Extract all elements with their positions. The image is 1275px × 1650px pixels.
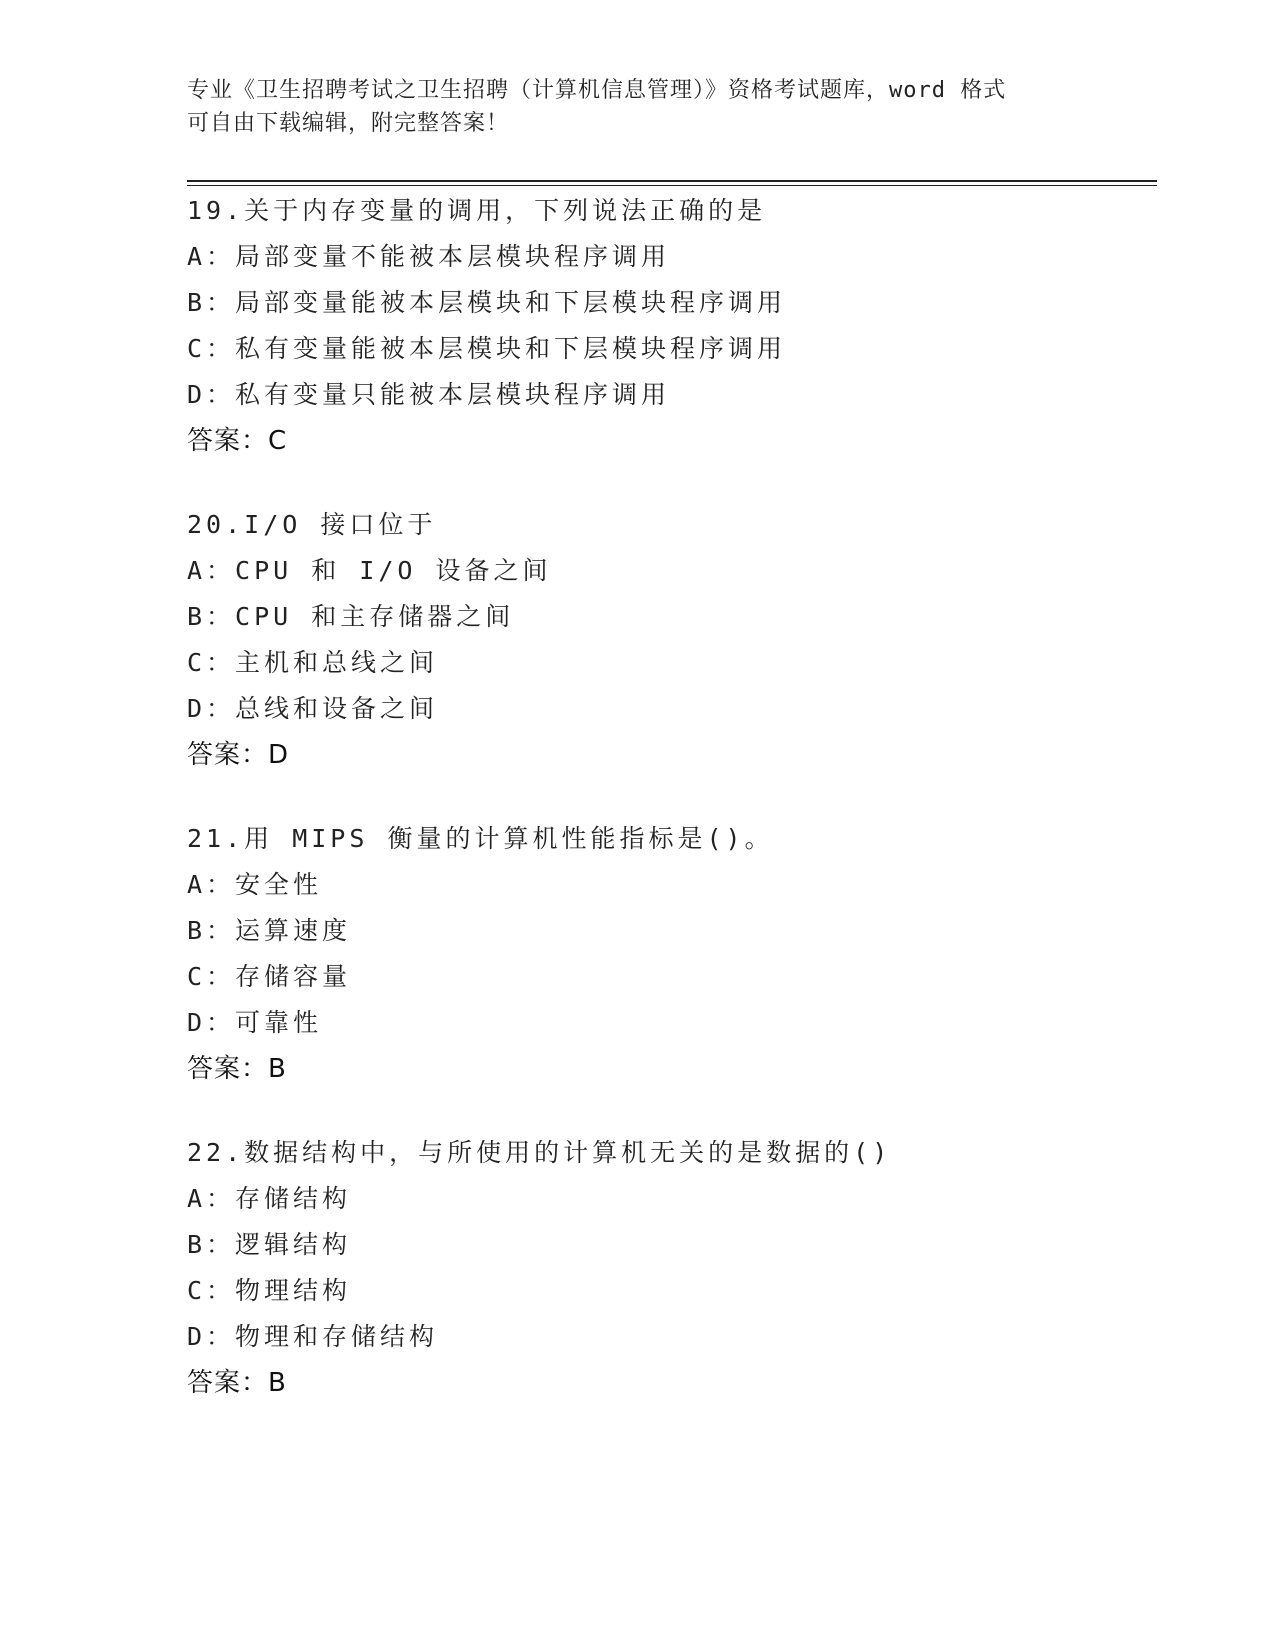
question-stem: 20.I/O 接口位于 (187, 510, 437, 539)
option-c: C：主机和总线之间 (187, 648, 439, 677)
option-b: B：局部变量能被本层模块和下层模块程序调用 (187, 288, 787, 317)
answer: 答案：C (187, 426, 288, 456)
option-b: B：运算速度 (187, 916, 352, 945)
option-a: A：CPU 和 I/O 设备之间 (187, 556, 552, 585)
header-divider-thin (187, 185, 1157, 186)
question-22 (187, 1130, 1157, 1406)
question-19 (187, 188, 1157, 464)
option-a: A：存储结构 (187, 1184, 352, 1213)
option-d: D：可靠性 (187, 1008, 323, 1037)
answer: 答案：B (187, 1054, 287, 1084)
answer: 答案：B (187, 1368, 287, 1398)
question-20 (187, 502, 1157, 778)
option-d: D：总线和设备之间 (187, 694, 439, 723)
answer: 答案：D (187, 740, 290, 770)
question-list (187, 188, 1157, 1444)
option-c: C：私有变量能被本层模块和下层模块程序调用 (187, 334, 787, 363)
option-d: D：私有变量只能被本层模块程序调用 (187, 380, 671, 409)
option-a: A：局部变量不能被本层模块程序调用 (187, 242, 671, 271)
option-c: C：物理结构 (187, 1276, 352, 1305)
header-line-1: 专业《卫生招聘考试之卫生招聘（计算机信息管理）》资格考试题库，word 格式 (187, 78, 1007, 103)
header-divider-thick (187, 180, 1157, 182)
question-stem: 21.用 MIPS 衡量的计算机性能指标是()。 (187, 824, 774, 853)
document-header (187, 74, 1087, 140)
option-d: D：物理和存储结构 (187, 1322, 439, 1351)
question-21 (187, 816, 1157, 1092)
question-stem: 19.关于内存变量的调用，下列说法正确的是 (187, 196, 767, 225)
question-stem: 22.数据结构中，与所使用的计算机无关的是数据的() (187, 1138, 892, 1167)
option-a: A：安全性 (187, 870, 323, 899)
option-b: B：CPU 和主存储器之间 (187, 602, 515, 631)
option-c: C：存储容量 (187, 962, 352, 991)
option-b: B：逻辑结构 (187, 1230, 352, 1259)
header-line-2: 可自由下载编辑，附完整答案！ (187, 111, 510, 136)
